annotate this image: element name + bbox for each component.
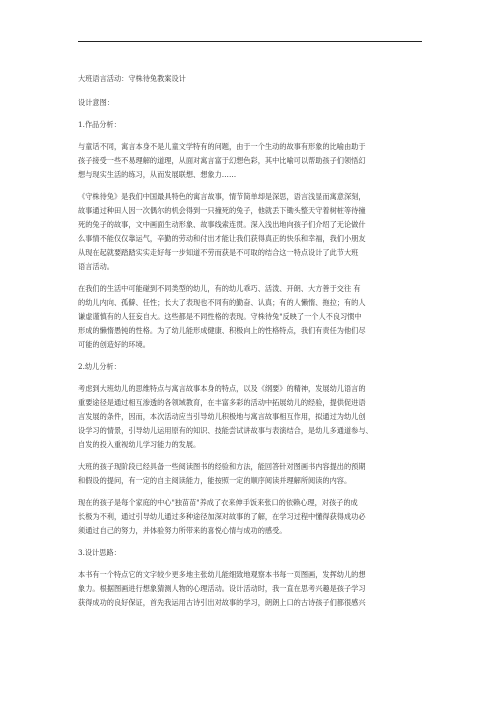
paragraph bbox=[78, 496, 424, 538]
text-line: 重要途径是通过相互渗透的各领域教育，在丰富多彩的活动中拓展幼儿的经验，提供促进语 bbox=[78, 398, 366, 407]
text-line: 在我们的生活中可能碰到不同类型的幼儿，有的幼儿乖巧、活泼、开朗、大方善于交往 有 bbox=[78, 284, 361, 293]
text-line: 长极为不利，通过引导幼儿通过多种途径加深对故事的了解，在学习过程中懂得获得成功必 bbox=[78, 512, 366, 521]
paragraph bbox=[78, 460, 424, 488]
header-rule bbox=[78, 41, 422, 42]
text-line: 想与现实生活的练习，从而发展联想、想象力…… bbox=[78, 170, 237, 179]
section-heading: 2.幼儿分析： bbox=[78, 362, 121, 371]
text-line: 的幼儿内向、孤僻、任性；长大了表现也不同有的勤奋、认真；有的人懒惰、拖拉；有的人 bbox=[78, 298, 366, 307]
text-line: 孩子接受一些不易理解的道理，从面对寓言富于幻想色彩，其中比喻可以帮助孩子们领悟幻 bbox=[78, 156, 366, 165]
text-line: 《守株待兔》是我们中国最具特色的寓言故事，情节简单却是深思，语言浅显而寓意深刻， bbox=[78, 192, 366, 201]
text-line: 么事情不能仅仅靠运气，辛勤的劳动和付出才能让我们获得真正的快乐和幸福，我们小朋友 bbox=[78, 234, 366, 243]
text-line: 与童话不同，寓言本身不是儿童文学特有的问题，由于一个生动的故事有形象的比喻由助于 bbox=[78, 142, 366, 151]
paragraph bbox=[78, 568, 424, 610]
section-heading: 1.作品分析： bbox=[78, 120, 121, 129]
text-line: 获得成功的良好保证，首先我运用古诗引出对故事的学习，朗朗上口的古诗孩子们都很感兴 bbox=[78, 598, 366, 607]
design-intent-label: 设计意图： bbox=[78, 98, 114, 107]
text-line: 形成的懒惰愚钝的性格。为了幼儿能形成健康、积极向上的性格特点，我们有责任为他们尽 bbox=[78, 326, 366, 335]
text-line: 和假设的提问，有一定的自主阅读能力，能按照一定的顺序阅读并理解所阅读的内容。 bbox=[78, 476, 352, 485]
text-line: 谦虚谨慎有的人狂妄自大。这些都是不同性格的表现。守株待兔"反映了一个人不良习惯中 bbox=[78, 312, 362, 321]
text-line: 考虑到大班幼儿的思维特点与寓言故事本身的特点，以及《纲要》的精神，发展幼儿语言的 bbox=[78, 384, 366, 393]
text-line: 语言活动。 bbox=[78, 262, 114, 271]
document-body bbox=[78, 72, 424, 610]
text-line: 设学习的情景，引导幼儿运用原有的知识、技能尝试讲故事与表演结合，是幼儿多通道参与、 bbox=[78, 426, 373, 435]
section-heading: 3.设计思路： bbox=[78, 548, 121, 557]
text-line: 从现在起就要踏踏实实走好每一步知道不劳而获是不可取的结合这一特点设计了此节大班 bbox=[78, 248, 359, 257]
text-line: 须通过自己的努力，并体验努力所带来的喜悦心情与成功的感受。 bbox=[78, 526, 287, 535]
document-title: 大班语言活动：守株待兔教案设计 bbox=[78, 74, 186, 83]
paragraph bbox=[78, 282, 424, 352]
text-line: 自发的投入重视幼儿学习能力的发展。 bbox=[78, 440, 201, 449]
paragraph bbox=[78, 140, 424, 182]
paragraph bbox=[78, 190, 424, 274]
text-line: 言发展的条件，因而，本次活动应当引导幼儿积极地与寓言故事相互作用，拟通过为幼儿创 bbox=[78, 412, 366, 421]
text-line: 故事通过种田人因一次偶尔的机会得到一只撞死的兔子，他就丢下锄头整天守着树桩等待撞 bbox=[78, 206, 366, 215]
text-line: 象力。根据图画进行想象猜测人物的心理活动。设计活动时，我一直在思考兴趣是孩子学习 bbox=[78, 584, 366, 593]
text-line: 现在的孩子是每个家庭的中心"独苗苗"养成了衣来伸手饭来张口的依赖心理，对孩子的成 bbox=[78, 498, 358, 507]
text-line: 大班的孩子现阶段已经具备一些阅读图书的经验和方法，能回答针对图画书内容提出的预期 bbox=[78, 462, 366, 471]
text-line: 可能的创造好的环境。 bbox=[78, 340, 150, 349]
paragraph bbox=[78, 382, 424, 452]
text-line: 死的兔子的故事，文中画面生动形象、故事线索连贯。深入浅出地向孩子们介绍了无论做什 bbox=[78, 220, 366, 229]
text-line: 本书有一个特点它的文字较少更多地主张幼儿能细致地观察本书每一页图画，发挥幼儿的想 bbox=[78, 570, 366, 579]
